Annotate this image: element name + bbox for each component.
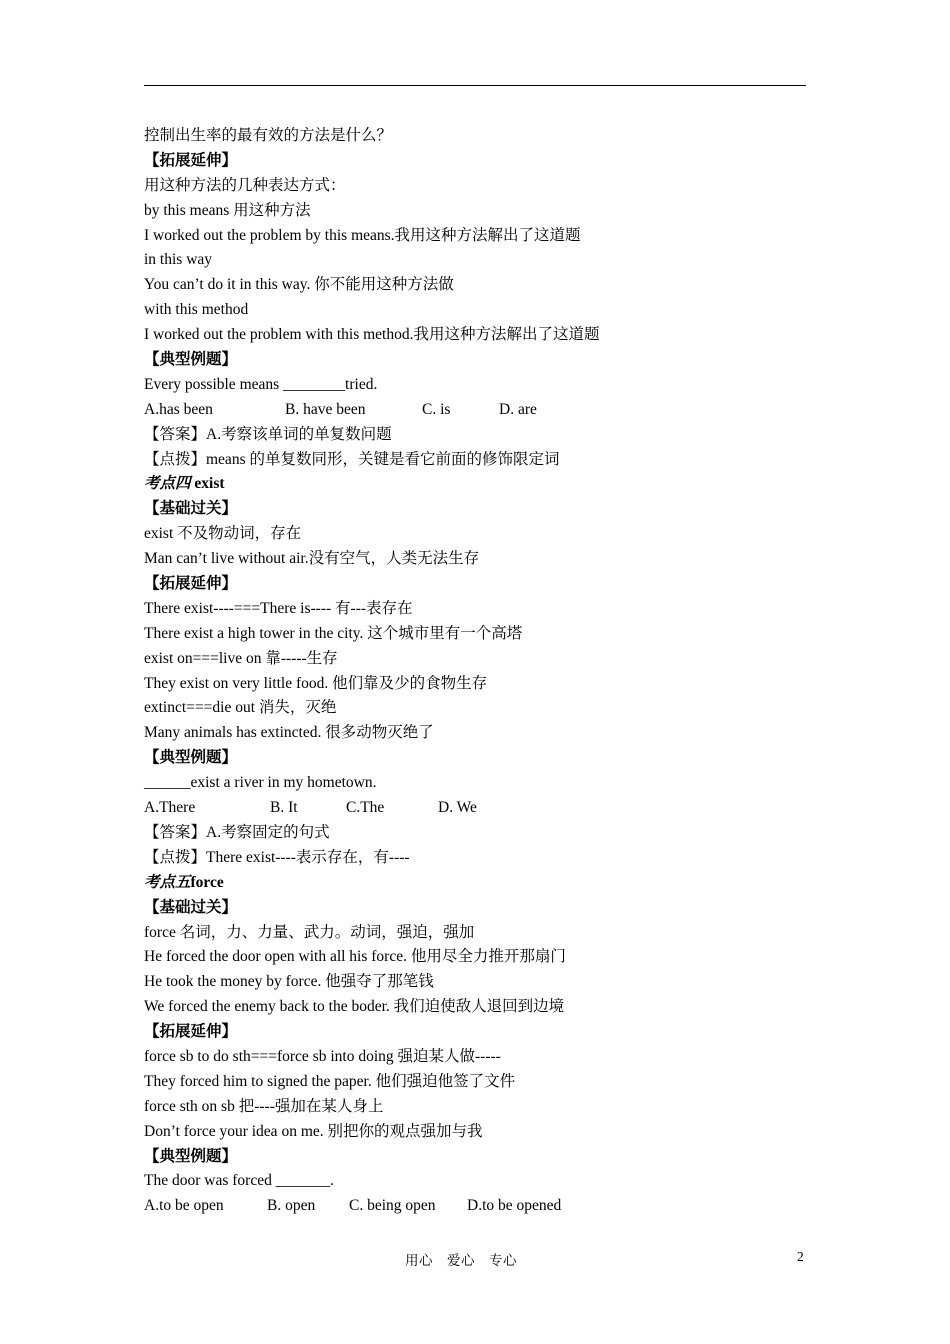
answer-line: 【答案】A.考察固定的句式 [144, 823, 330, 841]
question-text: ______exist a river in my hometown. [144, 774, 377, 792]
text-line: He forced the door open with all his force. 他用尽全力推开那扇门 [144, 948, 566, 966]
option-b: B. open [267, 1197, 316, 1215]
section-label-example: 【典型例题】 [144, 1147, 238, 1165]
text-line: You can’t do it in this way. 你不能用这种方法做 [144, 276, 454, 294]
text-line: exist 不及物动词，存在 [144, 525, 302, 543]
tip-line: 【点拨】There exist----表示存在，有---- [144, 848, 410, 866]
section-label-extension: 【拓展延伸】 [144, 151, 238, 169]
key-point-number: 考点五 [144, 873, 191, 891]
section-label-example: 【典型例题】 [144, 351, 238, 369]
option-a: A.has been [144, 400, 213, 418]
question-text: The door was forced _______. [144, 1172, 334, 1190]
option-b: B. It [270, 799, 298, 817]
option-a: A.There [144, 799, 196, 817]
key-point-heading [144, 472, 806, 497]
option-d: D. We [438, 799, 477, 817]
text-line: in this way [144, 251, 213, 269]
section-label-basics: 【基础过关】 [144, 500, 238, 518]
answer-line: 【答案】A.考察该单词的单复数问题 [144, 425, 392, 443]
answer-options [144, 796, 806, 821]
option-c: C. being open [349, 1197, 436, 1215]
text-line: 用这种方法的几种表达方式： [144, 176, 346, 194]
text-line: They forced him to signed the paper. 他们强迫他签了文件 [144, 1072, 516, 1090]
key-point-number: 考点四 [144, 475, 191, 493]
text-line: force 名词，力、力量、武力。动词，强迫，强加 [144, 923, 475, 941]
key-point-word: force [190, 873, 224, 891]
document-body [144, 124, 806, 1219]
answer-options [144, 398, 806, 423]
option-c: C.The [346, 799, 385, 817]
answer-options [144, 1194, 806, 1219]
option-d: D. are [499, 400, 537, 418]
section-label-extension: 【拓展延伸】 [144, 575, 238, 593]
text-line: Many animals has extincted. 很多动物灭绝了 [144, 724, 434, 742]
text-line: 控制出生率的最有效的方法是什么？ [144, 127, 393, 144]
text-line: They exist on very little food. 他们靠及少的食物生存 [144, 674, 488, 692]
option-a: A.to be open [144, 1197, 224, 1215]
section-label-extension: 【拓展延伸】 [144, 1023, 238, 1041]
footer-motto: 用心 爱心 专心 [405, 1253, 517, 1268]
option-d: D.to be opened [467, 1197, 562, 1215]
text-line: by this means 用这种方法 [144, 201, 311, 219]
text-line: There exist----===There is---- 有---表存在 [144, 599, 413, 617]
text-line: I worked out the problem by this means.我用这种方法解出了这道题 [144, 226, 581, 244]
header-rule [144, 85, 806, 86]
tip-line: 【点拨】means 的单复数同形，关键是看它前面的修饰限定词 [144, 450, 560, 468]
key-point-word: exist [194, 475, 225, 493]
section-label-example: 【典型例题】 [144, 749, 238, 767]
text-line: Man can’t live without air.没有空气，人类无法生存 [144, 550, 480, 568]
question-text: Every possible means ________tried. [144, 375, 378, 393]
text-line: exist on===live on 靠-----生存 [144, 649, 338, 667]
text-line: Don’t force your idea on me. 别把你的观点强加与我 [144, 1122, 483, 1140]
key-point-heading [144, 871, 806, 896]
text-line: force sth on sb 把----强加在某人身上 [144, 1097, 384, 1115]
text-line: He took the money by force. 他强夺了那笔钱 [144, 973, 434, 991]
section-label-basics: 【基础过关】 [144, 898, 238, 916]
text-line: There exist a high tower in the city. 这个城市里有一个高塔 [144, 624, 523, 642]
text-line: I worked out the problem with this method.我用这种方法解出了这道题 [144, 326, 600, 344]
option-c: C. is [422, 400, 451, 418]
text-line: We forced the enemy back to the boder. 我们迫使敌人退回到边境 [144, 998, 565, 1016]
option-b: B. have been [285, 400, 366, 418]
page-number: 2 [797, 1249, 804, 1264]
text-line: force sb to do sth===force sb into doing 强迫某人做----- [144, 1047, 501, 1065]
text-line: with this method [144, 301, 249, 319]
text-line: extinct===die out 消失，灭绝 [144, 699, 337, 717]
